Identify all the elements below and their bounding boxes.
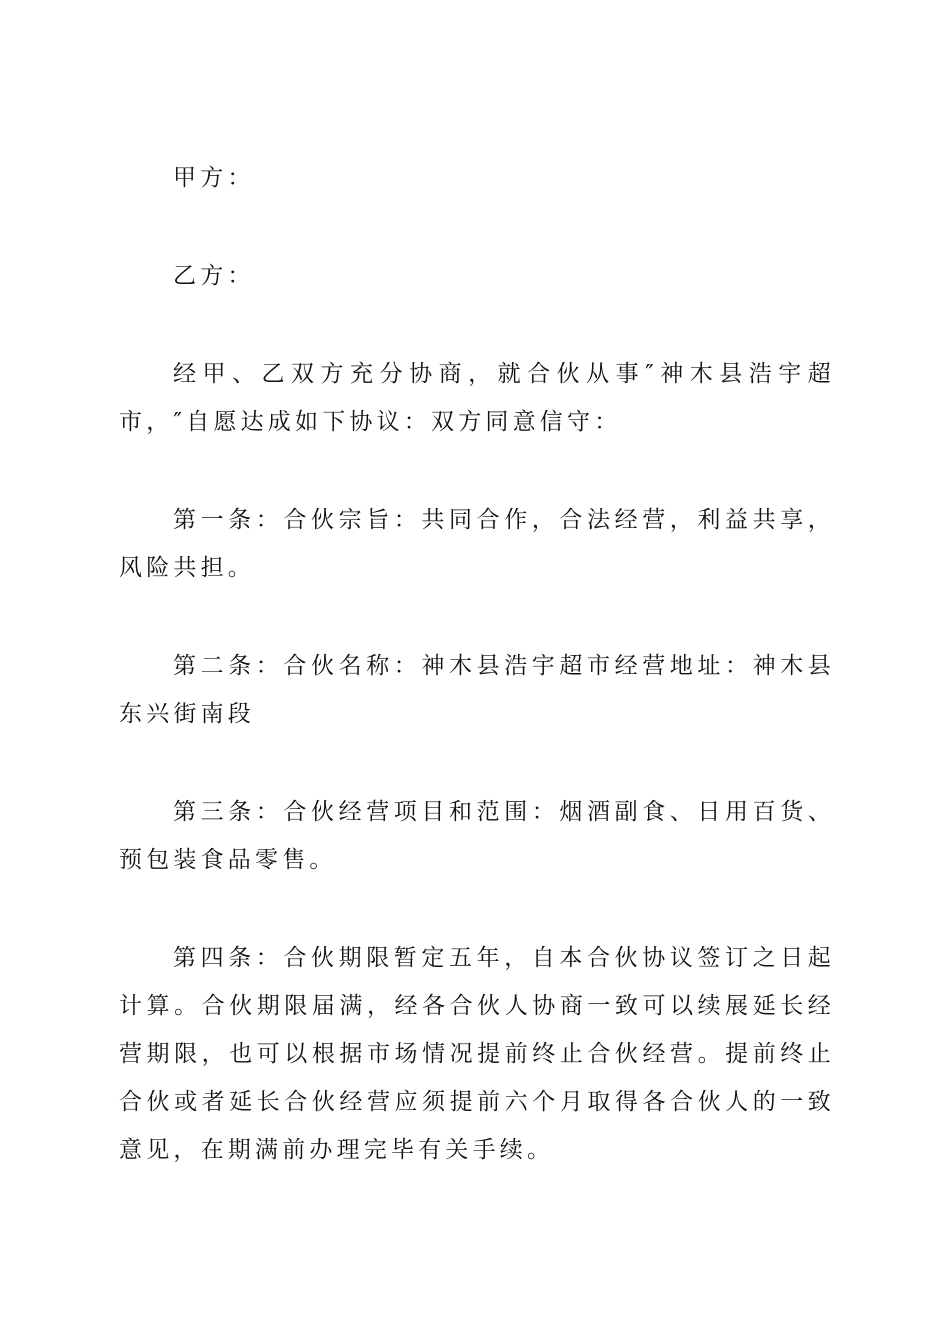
agreement-preamble: 经甲、乙双方充分协商，就合伙从事″神木县浩宇超市，″自愿达成如下协议：双方同意信守： [119, 361, 835, 435]
party-b-line: 乙方： [173, 263, 255, 289]
article-3: 第三条：合伙经营项目和范围：烟酒副食、日用百货、预包装食品零售。 [119, 799, 835, 873]
document-body [119, 154, 835, 1224]
article-4: 第四条：合伙期限暂定五年，自本合伙协议签订之日起计算。合伙期限届满，经各合伙人协商一致可以续展延长经营期限，也可以根据市场情况提前终止合伙经营。提前终止合伙或者延长合伙经营应须提前六个月取得各合伙人的一致意见，在期满前办理完毕有关手续。 [119, 945, 835, 1163]
article-2: 第二条：合伙名称：神木县浩宇超市经营地址：神木县东兴街南段 [119, 653, 835, 727]
party-a-line: 甲方： [173, 165, 255, 191]
article-1: 第一条：合伙宗旨：共同合作，合法经营，利益共享，风险共担。 [119, 507, 835, 581]
